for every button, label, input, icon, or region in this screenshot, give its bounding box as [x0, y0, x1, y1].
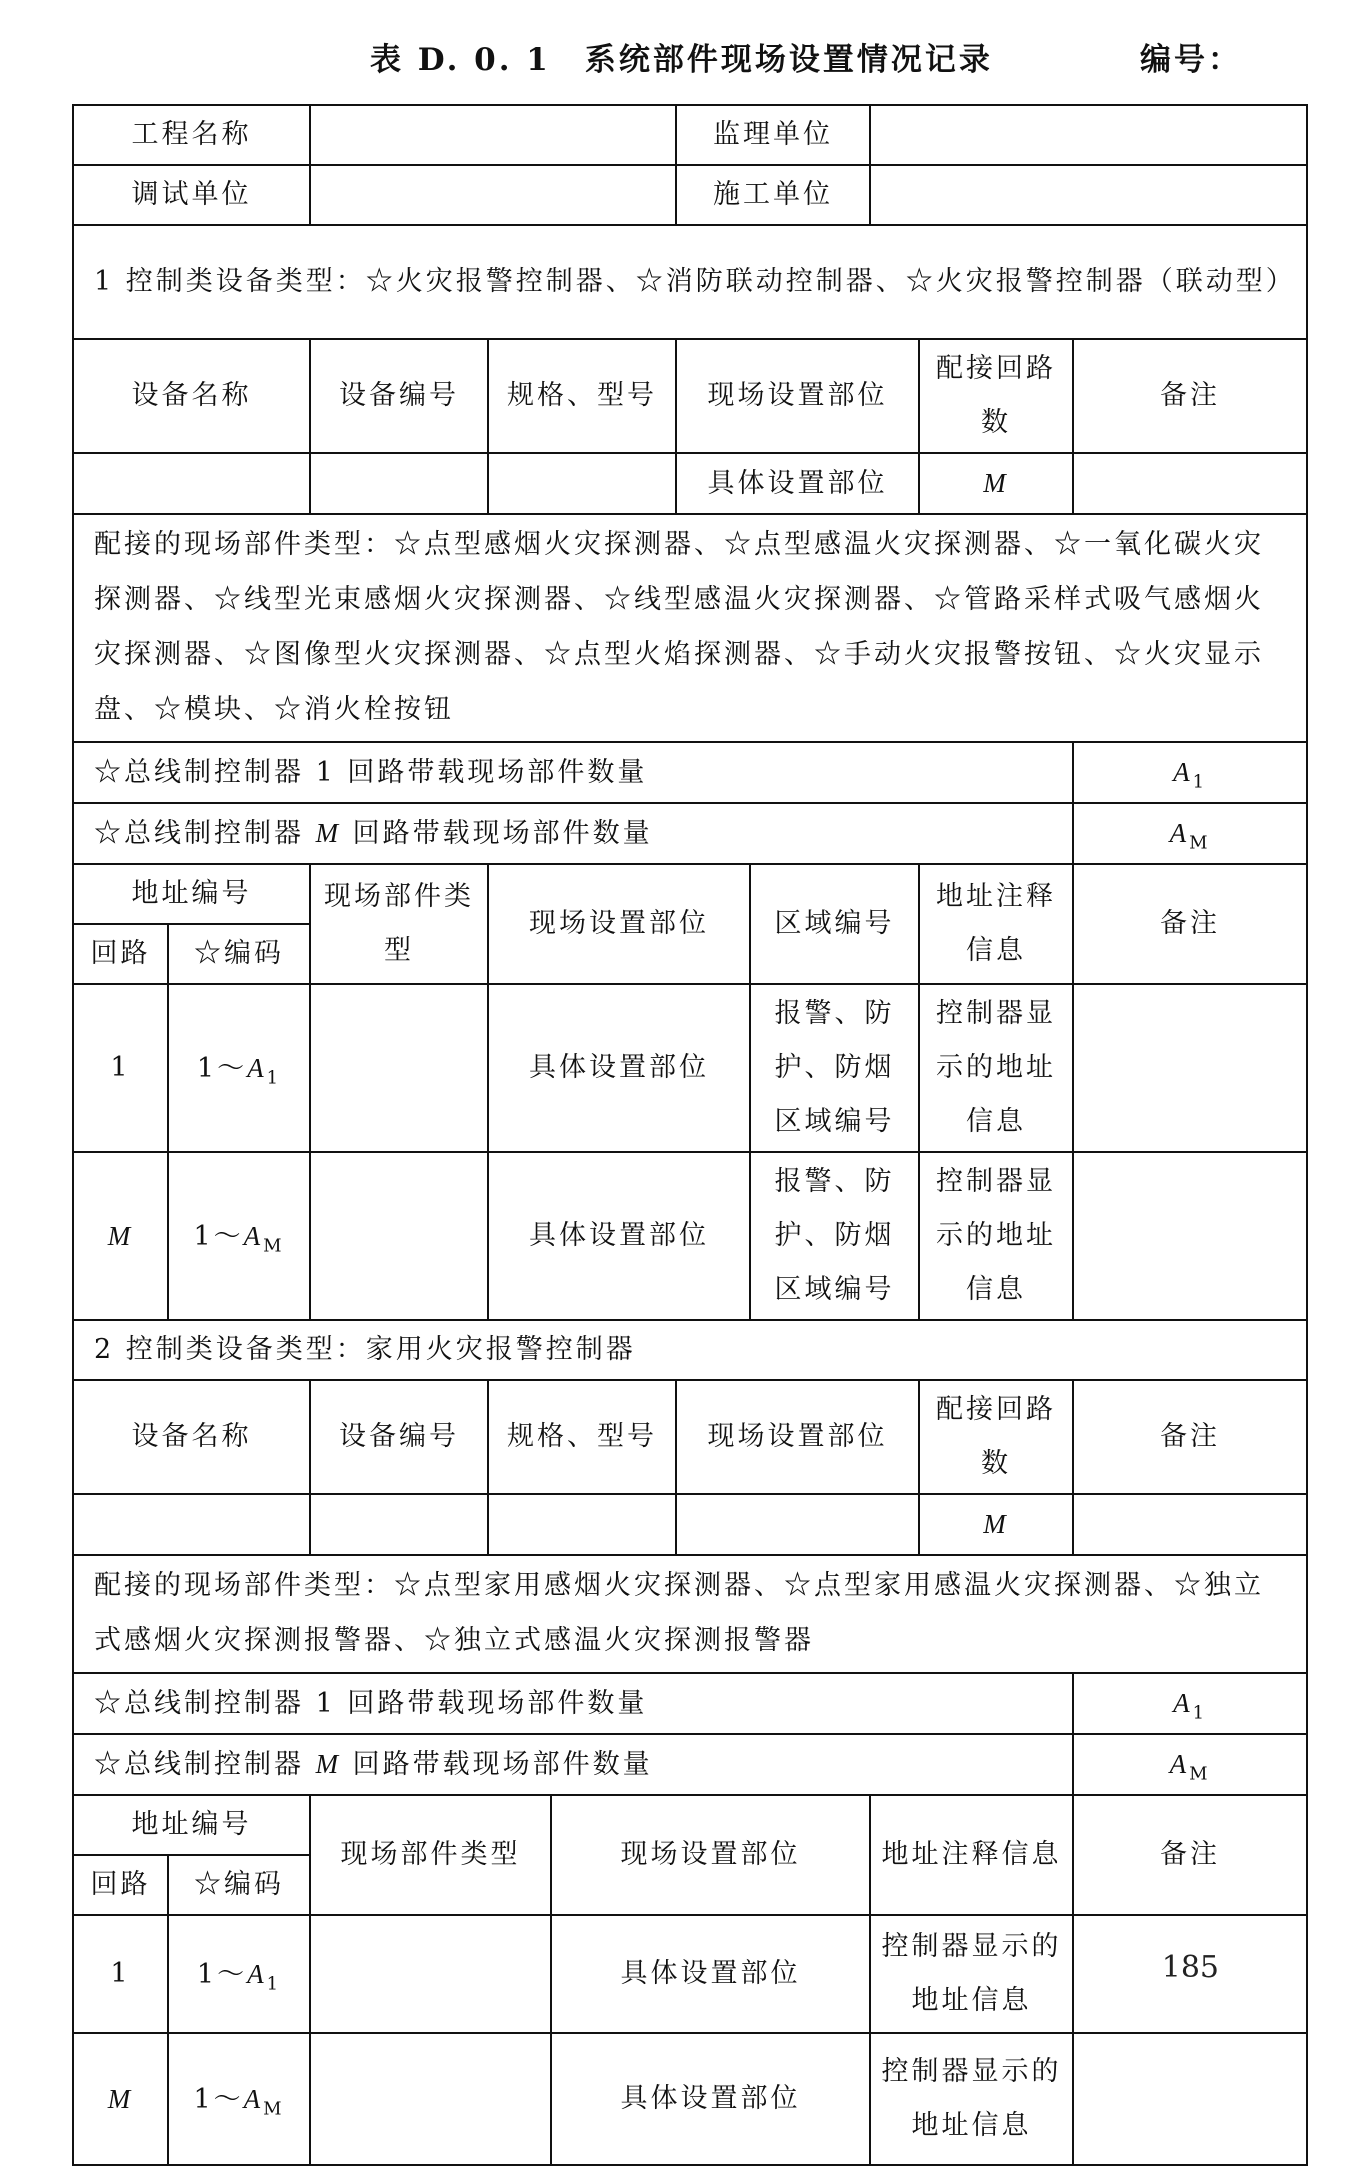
sec2-header-location: 现场设置部位 [676, 1380, 919, 1494]
sec1-row1-code-pre: 1～ [196, 1052, 248, 1084]
sec2-loops-value: M [983, 1509, 1009, 1539]
sec2-countM-value[interactable] [1073, 1734, 1307, 1795]
project-name-field[interactable] [310, 105, 676, 165]
sec2-device-name-cell[interactable] [73, 1494, 310, 1555]
sec2-remark-header: 备注 [1073, 1795, 1307, 1915]
sec1-count1-value[interactable] [1073, 742, 1307, 803]
sec1-row2-loop-m: M [107, 1220, 134, 1251]
page-number: 185 [1161, 1950, 1219, 1985]
sec1-remark-cell[interactable] [1073, 453, 1307, 514]
sec2-spec-cell[interactable] [488, 1494, 676, 1555]
construction-unit-field[interactable] [870, 165, 1307, 225]
sec2-countM-pre: ☆总线制控制器 [94, 1749, 316, 1780]
sec1-row1-zone[interactable]: 报警、防护、防烟区域编号 [750, 984, 919, 1152]
sec2-remark-cell[interactable] [1073, 1494, 1307, 1555]
sec1-row2-code-sub: M [263, 1234, 285, 1256]
sec2-location-cell[interactable] [676, 1494, 919, 1555]
sec1-row1-location[interactable]: 具体设置部位 [488, 984, 750, 1152]
sec2-device-no-cell[interactable] [310, 1494, 488, 1555]
sec2-header-loops: 配接回路数 [919, 1380, 1073, 1494]
sec1-row2-code-pre: 1～ [193, 1220, 244, 1252]
sec1-parts-types: 配接的现场部件类型：☆点型感烟火灾探测器、☆点型感温火灾探测器、☆一氧化碳火灾探测器、☆线型光束感烟火灾探测器、☆线型感温火灾探测器、☆管路采样式吸气感烟火灾探测器、☆图像型火灾探测器、☆点型火焰探测器、☆手动火灾报警按钮、☆火灾显示盘、☆模块、☆消火栓按钮 [73, 514, 1307, 742]
sec1-loops-value: M [983, 468, 1009, 498]
sec2-location-header: 现场设置部位 [551, 1795, 870, 1915]
sec1-countM-sub: M [1189, 832, 1211, 854]
sec2-countM-post: 回路带载现场部件数量 [341, 1749, 653, 1780]
sec1-header-device-name: 设备名称 [73, 339, 310, 453]
sec2-row2-loop [73, 2033, 168, 2165]
sec1-header-location: 现场设置部位 [676, 339, 919, 453]
sec1-countM-label [73, 803, 1073, 864]
sec2-note-info-header: 地址注释信息 [870, 1795, 1073, 1915]
sec2-row2-loop-m: M [107, 2083, 134, 2114]
sec2-addr-header: 地址编号 [73, 1795, 310, 1855]
sec2-countM-label [73, 1734, 1073, 1795]
sec1-countM-a: A [1169, 818, 1190, 848]
sec2-row2-part-type[interactable] [310, 2033, 551, 2165]
sec1-row2-loop [73, 1152, 168, 1320]
title-row [0, 34, 1367, 94]
sec1-row1-remark[interactable] [1073, 984, 1307, 1152]
construction-unit-label: 施工单位 [676, 165, 870, 225]
record-number-label: 编号： [1140, 42, 1242, 78]
sec1-countM-m: M [315, 818, 342, 848]
record-table [72, 104, 1308, 2166]
sec2-loop-header: 回路 [73, 1855, 168, 1915]
sec1-header-device-no: 设备编号 [310, 339, 488, 453]
sec1-location-cell[interactable]: 具体设置部位 [676, 453, 919, 514]
sec1-loop-header: 回路 [73, 924, 168, 984]
sec1-row2-info[interactable]: 控制器显示的地址信息 [919, 1152, 1073, 1320]
sec2-header-device-no: 设备编号 [310, 1380, 488, 1494]
debug-unit-field[interactable] [310, 165, 676, 225]
supervision-unit-label: 监理单位 [676, 105, 870, 165]
sec1-location-header: 现场设置部位 [488, 864, 750, 984]
sec1-countM-value[interactable] [1073, 803, 1307, 864]
sec1-type-line: 1 控制类设备类型：☆火灾报警控制器、☆消防联动控制器、☆火灾报警控制器（联动型） [73, 225, 1307, 339]
sec1-header-loops: 配接回路数 [919, 339, 1073, 453]
sec2-row2-code-a: A [243, 2083, 264, 2114]
sec1-row1-part-type[interactable] [310, 984, 488, 1152]
sec2-row1-loop: 1 [73, 1915, 168, 2033]
sec1-row1-info[interactable]: 控制器显示的地址信息 [919, 984, 1073, 1152]
sec1-remark-header: 备注 [1073, 864, 1307, 984]
sec2-row2-remark[interactable] [1073, 2033, 1307, 2165]
sec1-spec-cell[interactable] [488, 453, 676, 514]
sec2-part-type-header: 现场部件类型 [310, 1795, 551, 1915]
sec1-row1-code [168, 984, 310, 1152]
sec2-row2-info[interactable]: 控制器显示的地址信息 [870, 2033, 1073, 2165]
document-title: 表 D. 0. 1 系统部件现场设置情况记录 [370, 42, 993, 78]
sec1-zone-header: 区域编号 [750, 864, 919, 984]
sec2-row1-code [168, 1915, 310, 2033]
sec2-row2-code-pre: 1～ [193, 2083, 244, 2115]
sec1-count1-sub: 1 [1192, 771, 1208, 793]
sec1-addr-header: 地址编号 [73, 864, 310, 924]
sec1-loops-cell[interactable] [919, 453, 1073, 514]
sec2-row1-code-sub: 1 [266, 1972, 282, 1994]
sec1-row1-loop: 1 [73, 984, 168, 1152]
sec2-parts-types: 配接的现场部件类型：☆点型家用感烟火灾探测器、☆点型家用感温火灾探测器、☆独立式感烟火灾探测报警器、☆独立式感温火灾探测报警器 [73, 1555, 1307, 1673]
sec2-row1-part-type[interactable] [310, 1915, 551, 2033]
sec2-count1-a: A [1173, 1688, 1193, 1718]
sec2-header-device-name: 设备名称 [73, 1380, 310, 1494]
sec2-row2-code [168, 2033, 310, 2165]
supervision-unit-field[interactable] [870, 105, 1307, 165]
sec1-code-header: ☆编码 [168, 924, 310, 984]
sec2-countM-m: M [315, 1749, 342, 1779]
sec1-row2-code [168, 1152, 310, 1320]
sec1-row1-code-a: A [247, 1052, 267, 1083]
sec2-code-header: ☆编码 [168, 1855, 310, 1915]
sec2-count1-label: ☆总线制控制器 1 回路带载现场部件数量 [73, 1673, 1073, 1734]
project-name-label: 工程名称 [73, 105, 310, 165]
sec2-loops-cell[interactable] [919, 1494, 1073, 1555]
sec2-countM-a: A [1169, 1749, 1190, 1779]
sec1-part-type-header: 现场部件类型 [310, 864, 488, 984]
sec2-type-line: 2 控制类设备类型：家用火灾报警控制器 [73, 1320, 1307, 1380]
sec2-row1-info[interactable]: 控制器显示的地址信息 [870, 1915, 1073, 2033]
sec2-row1-location[interactable]: 具体设置部位 [551, 1915, 870, 2033]
sec1-count1-label: ☆总线制控制器 1 回路带载现场部件数量 [73, 742, 1073, 803]
sec1-device-no-cell[interactable] [310, 453, 488, 514]
sec2-row1-code-a: A [247, 1958, 267, 1989]
sec1-countM-pre: ☆总线制控制器 [94, 818, 316, 849]
sec1-count1-a: A [1173, 757, 1193, 787]
sec1-row2-code-a: A [243, 1220, 264, 1251]
debug-unit-label: 调试单位 [73, 165, 310, 225]
sec2-countM-sub: M [1189, 1763, 1211, 1785]
sec2-count1-value[interactable] [1073, 1673, 1307, 1734]
sec1-row2-remark[interactable] [1073, 1152, 1307, 1320]
sec2-row2-code-sub: M [263, 2097, 285, 2119]
sec1-countM-post: 回路带载现场部件数量 [341, 818, 653, 849]
sec1-note-info-header: 地址注释信息 [919, 864, 1073, 984]
sec2-header-spec: 规格、型号 [488, 1380, 676, 1494]
sec2-row2-location[interactable]: 具体设置部位 [551, 2033, 870, 2165]
sec2-count1-sub: 1 [1192, 1702, 1208, 1724]
sec1-row2-zone[interactable]: 报警、防护、防烟区域编号 [750, 1152, 919, 1320]
sec1-header-spec: 规格、型号 [488, 339, 676, 453]
sec1-row2-location[interactable]: 具体设置部位 [488, 1152, 750, 1320]
sec1-row1-code-sub: 1 [266, 1066, 282, 1088]
sec1-device-name-cell[interactable] [73, 453, 310, 514]
sec1-row2-part-type[interactable] [310, 1152, 488, 1320]
sec2-header-remark: 备注 [1073, 1380, 1307, 1494]
sec1-header-remark: 备注 [1073, 339, 1307, 453]
sec2-row1-code-pre: 1～ [196, 1958, 248, 1990]
